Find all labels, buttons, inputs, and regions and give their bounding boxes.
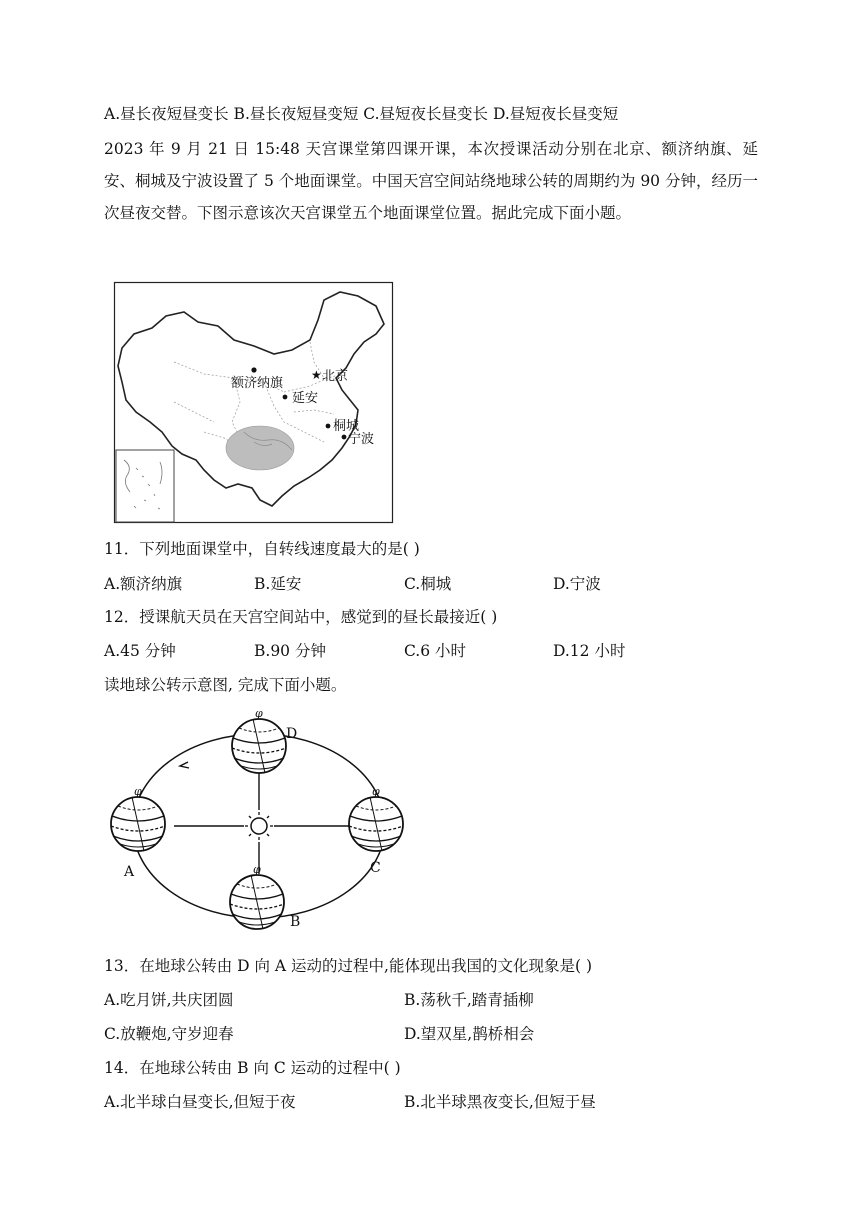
q12-option-d: D.12 小时	[553, 642, 626, 660]
q12-option-a: A.45 分钟	[104, 642, 176, 660]
beijing-star-icon: ★	[311, 368, 322, 382]
q14-option-a: A.北半球白昼变长,但短于夜	[104, 1093, 296, 1111]
yanan-label: 延安	[292, 391, 319, 406]
sun-icon	[245, 812, 273, 840]
q13-stem: 13．在地球公转由 D 向 A 运动的过程中,能体现出我国的文化现象是( )	[104, 957, 593, 975]
q12-option-b: B.90 分钟	[254, 642, 326, 660]
beijing-label: 北京	[322, 369, 349, 384]
q14-option-b: B.北半球黑夜变长,但短于昼	[404, 1093, 596, 1111]
earth-orbit-figure: φ D A C B	[104, 706, 420, 938]
q13-option-c: C.放鞭炮,守岁迎春	[104, 1025, 234, 1043]
earth-d-icon	[232, 707, 286, 773]
ningbo-point	[342, 435, 347, 440]
orbit-direction-arrow-icon	[180, 762, 189, 768]
q13-option-d: D.望双星,鹊桥相会	[404, 1025, 535, 1043]
label-b: B	[290, 914, 301, 930]
earth-b-icon	[230, 863, 284, 929]
label-c: C	[370, 860, 381, 876]
q11-stem: 11．下列地面课堂中，自转线速度最大的是( )	[104, 540, 420, 558]
earth-c-icon	[349, 785, 403, 851]
tongcheng-point	[326, 424, 331, 429]
ejina-point	[251, 367, 256, 372]
sichuan-basin-shading	[226, 426, 294, 470]
tongcheng-label: 桐城	[333, 419, 360, 434]
q11-option-d: D.宁波	[553, 575, 601, 593]
label-a: A	[124, 864, 135, 880]
q13-option-b: B.荡秋千,踏青插柳	[404, 991, 534, 1009]
china-map-figure	[114, 282, 394, 524]
earth-a-icon	[111, 785, 165, 851]
q11-option-a: A.额济纳旗	[104, 575, 183, 593]
ningbo-label: 宁波	[348, 432, 375, 447]
q14-stem: 14．在地球公转由 B 向 C 运动的过程中( )	[104, 1059, 401, 1077]
q12-option-c: C.6 小时	[404, 642, 467, 660]
label-d: D	[286, 726, 298, 742]
intro-paragraph: 2023 年 9 月 21 日 15:48 天宫课堂第四课开课，本次授课活动分别在北京、额济纳旗、延安、桐城及宁波设置了 5 个地面课堂。中国天宫空间站绕地球公转的周期约为 90 分钟，经历一次昼夜交替。下图示意该次天宫课堂五个地面课堂位置。据此完成下面小题。	[104, 140, 758, 222]
q10-options: A.昼长夜短昼变长 B.昼长夜短昼变短 C.昼短夜长昼变长 D.昼短夜长昼变短	[104, 105, 619, 123]
yanan-point	[283, 395, 288, 400]
q11-option-b: B.延安	[254, 575, 302, 593]
ejina-label: 额济纳旗	[231, 376, 284, 391]
q13-option-a: A.吃月饼,共庆团圆	[104, 991, 234, 1009]
q11-option-c: C.桐城	[404, 575, 452, 593]
orbit-instruction: 读地球公转示意图, 完成下面小题。	[104, 676, 347, 694]
q12-stem: 12．授课航天员在天宫空间站中，感觉到的昼长最接近( )	[104, 608, 498, 626]
